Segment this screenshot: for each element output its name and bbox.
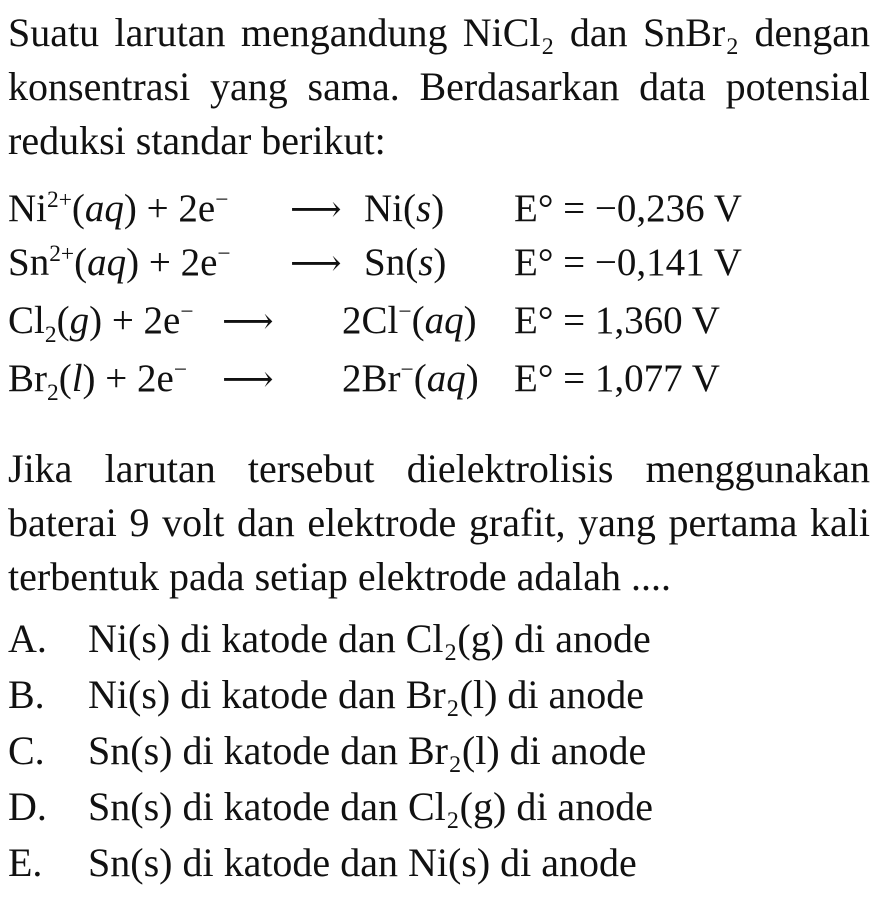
option-c[interactable] (8, 724, 870, 780)
reactant: $Sn^{2+}(aq) + 2e^-$ (8, 241, 231, 284)
potential: E° = −0,236 V (514, 187, 742, 230)
option-letter: C. (8, 728, 45, 773)
option-text: Ni(s) di katode dan Cl₂(g) di anode (88, 616, 651, 661)
reaction-arrow: ⟶ (222, 301, 274, 341)
option-letter: B. (8, 672, 45, 717)
option-a[interactable] (8, 612, 870, 668)
option-b[interactable] (8, 668, 870, 724)
option-letter: E. (8, 840, 43, 885)
potential: E° = −0,141 V (514, 241, 742, 284)
potential: E° = 1,360 V (514, 299, 720, 342)
answer-options (8, 612, 870, 892)
option-letter: A. (8, 616, 47, 661)
reactant: $Cl_2(g) + 2e^-$ (8, 299, 194, 348)
option-text: Sn(s) di katode dan Br₂(l) di anode (88, 728, 647, 773)
reaction-arrow: ⟶ (222, 359, 274, 399)
reaction-arrow: ⟶ (290, 243, 342, 283)
reactant: $Ni^{2+}(aq) + 2e^-$ (8, 187, 229, 230)
option-text: Sn(s) di katode dan Ni(s) di anode (88, 840, 637, 885)
product: Sn(s) (364, 241, 447, 284)
question-text: Jika larutan tersebut dielektrolisis menggunakan baterai 9 volt dan elektrode grafit, yang pertama kali terbentuk pada setiap elektrode adalah .... (8, 446, 870, 599)
option-e[interactable] (8, 836, 870, 892)
product: 2Br−(aq) (342, 357, 479, 400)
option-d[interactable] (8, 780, 870, 836)
product: 2Cl−(aq) (342, 299, 477, 342)
potential: E° = 1,077 V (514, 357, 720, 400)
reaction-arrow: ⟶ (290, 189, 342, 229)
option-text: Ni(s) di katode dan Br₂(l) di anode (88, 672, 645, 717)
intro-text: Suatu larutan mengandung NiCl₂ dan SnBr₂ dengan konsentrasi yang sama. Berdasarkan data potensial reduksi standar berikut: (8, 10, 870, 163)
option-text: Sn(s) di katode dan Cl₂(g) di anode (88, 784, 653, 829)
reactant: $Br_2(l) + 2e^-$ (8, 357, 188, 406)
product: Ni(s) (364, 187, 445, 230)
option-letter: D. (8, 784, 47, 829)
